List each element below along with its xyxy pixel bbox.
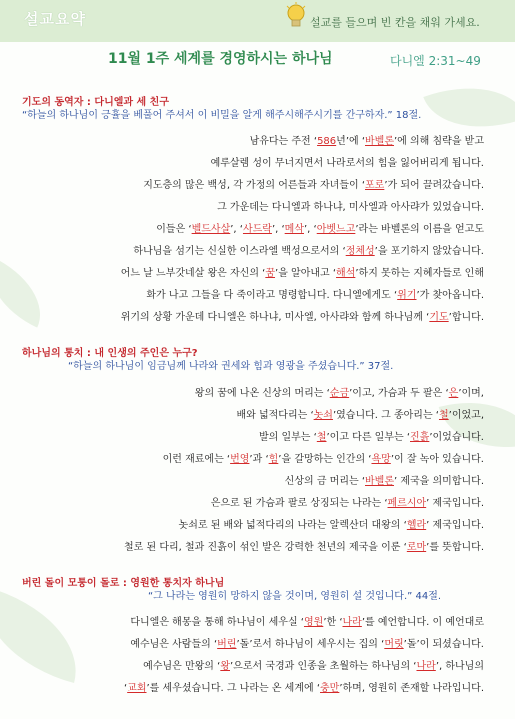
line-text: ’가 찾아옵니다. xyxy=(416,290,484,301)
fill-in-blank-answer: 나라 xyxy=(342,617,362,628)
fill-in-blank-answer: 해석 xyxy=(336,268,356,279)
fill-in-blank-answer: 철 xyxy=(438,410,449,421)
line-text: 예수님은 사람들의 ‘ xyxy=(130,639,218,650)
text-line xyxy=(22,219,484,241)
line-text: ’를 뜻합니다. xyxy=(426,542,484,553)
text-line xyxy=(22,471,484,493)
fill-in-blank-answer: 머릿 xyxy=(384,639,404,650)
text-line xyxy=(22,175,484,197)
line-text: 지도층의 많은 백성, 각 가정의 어른들과 자녀들이 ‘ xyxy=(143,180,366,191)
fill-in-blank-answer: 버린 xyxy=(217,639,237,650)
text-line xyxy=(22,515,484,537)
text-line xyxy=(22,131,484,153)
line-text: ’이고 다른 일부는 ‘ xyxy=(326,432,410,443)
fill-in-blank-answer: 위기 xyxy=(397,290,417,301)
worksheet-tag: 설교요약 xyxy=(24,10,86,28)
line-text: ’하며, 영원히 존재할 나라입니다. xyxy=(339,683,484,694)
line-text: ’이고, 가슴과 두 팔은 ‘ xyxy=(349,388,449,399)
line-text: 발의 일부는 ‘ xyxy=(258,432,317,443)
line-text: ’과 ‘ xyxy=(249,454,269,465)
text-line xyxy=(22,263,484,285)
line-text: ’이며, xyxy=(458,388,484,399)
line-text: ’합니다. xyxy=(448,312,484,323)
line-text: ’하지 못하는 지혜자들로 인해 xyxy=(355,268,484,279)
line-text: 이런 재료에는 ‘ xyxy=(162,454,231,465)
line-text: ’라는 바벨론의 이름을 얻고도 xyxy=(355,224,484,235)
text-line xyxy=(22,307,484,329)
fill-in-blank-answer: 진흙 xyxy=(410,432,430,443)
fill-in-blank-answer: 기도 xyxy=(429,312,449,323)
line-text: ’였습니다. 그 종아리는 ‘ xyxy=(332,410,439,421)
line-text: 이들은 ‘ xyxy=(156,224,192,235)
fill-in-blank-answer: 힘 xyxy=(268,454,279,465)
line-text: ’가 되어 끌려갔습니다. xyxy=(384,180,484,191)
fill-in-blank-answer: 충만 xyxy=(320,683,340,694)
line-text: ’으로서 국경과 인종을 초월하는 하나님의 ‘ xyxy=(230,661,417,672)
line-text: ’이었고, xyxy=(448,410,484,421)
line-text: 예루살렘 성이 무너지면서 나라로서의 힘을 잃어버리게 됩니다. xyxy=(210,158,484,169)
fill-in-blank-answer: 나라 xyxy=(416,661,436,672)
scripture-reference: 다니엘 2:31~49 xyxy=(390,54,481,68)
line-text: 배와 넓적다리는 ‘ xyxy=(236,410,314,421)
fill-in-blank-answer: 586 xyxy=(317,136,337,147)
fill-in-blank-answer: 순금 xyxy=(329,388,350,399)
fill-in-blank-answer: 정체성 xyxy=(345,246,375,257)
text-line xyxy=(22,427,484,449)
line-text: 어느 날 느부갓네살 왕은 자신의 ‘ xyxy=(120,268,266,279)
fill-in-blank-answer: 로마 xyxy=(406,542,427,553)
text-line xyxy=(22,537,484,559)
text-line xyxy=(22,612,484,634)
fill-in-blank-answer: 교회 xyxy=(127,683,147,694)
instruction-text: 설교를 들으며 빈 칸을 채워 가세요. xyxy=(310,16,480,29)
fill-in-blank-answer: 영원 xyxy=(303,617,324,628)
text-line xyxy=(22,656,484,678)
text-line xyxy=(22,197,484,219)
line-text: ’한 ‘ xyxy=(323,617,343,628)
text-line xyxy=(22,241,484,263)
section-title: 버린 돌이 모퉁이 돌로 : 영원한 통치자 하나님 xyxy=(22,578,225,589)
line-text: ‘ xyxy=(123,683,128,694)
line-text: 년’에 ‘ xyxy=(336,136,366,147)
line-text: 위기의 상황 가운데 다니엘은 하나냐, 미사엘, 아사랴와 함께 하나님께 ‘ xyxy=(120,312,430,323)
section-title: 기도의 동역자 : 다니엘과 세 친구 xyxy=(22,97,169,108)
line-text: ’돌’로서 하나님이 세우시는 집의 ‘ xyxy=(236,639,385,650)
line-text: ’ 제국을 의미합니다. xyxy=(394,476,484,487)
line-text: ’, 하나님의 xyxy=(435,661,484,672)
line-text: ’이었습니다. xyxy=(429,432,484,443)
text-line xyxy=(22,285,484,307)
fill-in-blank-answer: 헬라 xyxy=(406,520,427,531)
line-text: ’, ‘ xyxy=(230,224,243,235)
fill-in-blank-answer: 번영 xyxy=(230,454,250,465)
fill-in-blank-answer: 포로 xyxy=(365,180,385,191)
line-text: 화가 나고 그들을 다 죽이라고 명령합니다. 다니엘에게도 ‘ xyxy=(146,290,398,301)
fill-in-blank-answer: 벨드사살 xyxy=(191,224,231,235)
text-line xyxy=(22,153,484,175)
fill-in-blank-answer: 은 xyxy=(448,388,459,399)
text-line xyxy=(22,449,484,471)
line-text: ’이 잘 녹아 있습니다. xyxy=(390,454,484,465)
fill-in-blank-answer: 아벳느고 xyxy=(316,224,356,235)
fill-in-blank-answer: 사드락 xyxy=(242,224,272,235)
line-text: ’를 세우셨습니다. 그 나라는 온 세계에 ‘ xyxy=(146,683,321,694)
line-text: 예수님은 만왕의 ‘ xyxy=(143,661,221,672)
line-text: ’ 제국입니다. xyxy=(426,520,484,531)
section-title: 하나님의 통치 : 내 인생의 주인은 누구? xyxy=(22,348,198,359)
line-text: ’을 알아내고 ‘ xyxy=(275,268,337,279)
fill-in-blank-answer: 철 xyxy=(316,432,327,443)
line-text: ’를 예언합니다. 이 예언대로 xyxy=(361,617,484,628)
line-text: 그 가운데는 다니엘과 하나냐, 미사엘과 아사랴가 있었습니다. xyxy=(217,202,484,213)
fill-in-blank-answer: 페르시아 xyxy=(387,498,427,509)
line-text: ’을 갈망하는 인간의 ‘ xyxy=(278,454,372,465)
text-line xyxy=(22,678,484,700)
line-text: 은으로 된 가슴과 팔로 상징되는 나라는 ‘ xyxy=(210,498,388,509)
line-text: 철로 된 다리, 철과 진흙이 섞인 발은 강력한 천년의 제국을 이룬 ‘ xyxy=(124,542,407,553)
line-text: 신상의 금 머리는 ‘ xyxy=(284,476,366,487)
section-verse: “그 나라는 영원히 망하지 않을 것이며, 영원히 설 것입니다.” 44절. xyxy=(148,591,442,602)
section-paragraph xyxy=(22,131,484,329)
fill-in-blank-answer: 바벨론 xyxy=(365,136,394,147)
fill-in-blank-answer: 놋쇠 xyxy=(313,410,333,421)
line-text: ’에 의해 침략을 받고 xyxy=(394,136,484,147)
line-text: 다니엘은 해몽을 통해 하나님이 세우실 ‘ xyxy=(130,617,304,628)
line-text: ’, ‘ xyxy=(271,224,285,235)
line-text: ’을 포기하지 않았습니다. xyxy=(374,246,484,257)
section-paragraph xyxy=(22,612,484,700)
section-paragraph xyxy=(22,383,484,559)
text-line xyxy=(22,634,484,656)
fill-in-blank-answer: 바벨론 xyxy=(365,476,394,487)
line-text: 남유다는 주전 ‘ xyxy=(249,136,318,147)
text-line xyxy=(22,493,484,515)
fill-in-blank-answer: 왕 xyxy=(220,661,230,672)
fill-in-blank-answer: 메삭 xyxy=(284,224,304,235)
sermon-title: 11월 1주 세계를 경영하시는 하나님 xyxy=(108,51,333,67)
line-text: ’ 제국입니다. xyxy=(426,498,484,509)
text-line xyxy=(22,405,484,427)
lightbulb-icon xyxy=(285,2,307,32)
section-verse: “하늘의 하나님이 긍휼을 베풀어 주셔서 이 비밀을 알게 해주시해주시기를 간구하자.” 18절. xyxy=(22,110,422,121)
text-line xyxy=(22,383,484,405)
line-text: 왕의 꿈에 나온 신상의 머리는 ‘ xyxy=(194,388,330,399)
line-text: 하나님을 섬기는 신실한 이스라엘 백성으로서의 ‘ xyxy=(133,246,346,257)
line-text: ’돌’이 되셨습니다. xyxy=(403,639,484,650)
fill-in-blank-answer: 꿈 xyxy=(265,268,276,279)
section-verse: “하늘의 하나님이 임금님께 나라와 권세와 힘과 영광을 주셨습니다.” 37절. xyxy=(68,361,394,372)
header-bar xyxy=(0,0,515,42)
fill-in-blank-answer: 욕망 xyxy=(371,454,391,465)
line-text: 놋쇠로 된 배와 넓적다리의 나라는 알렉산더 대왕의 ‘ xyxy=(178,520,407,531)
line-text: ’, ‘ xyxy=(304,224,317,235)
